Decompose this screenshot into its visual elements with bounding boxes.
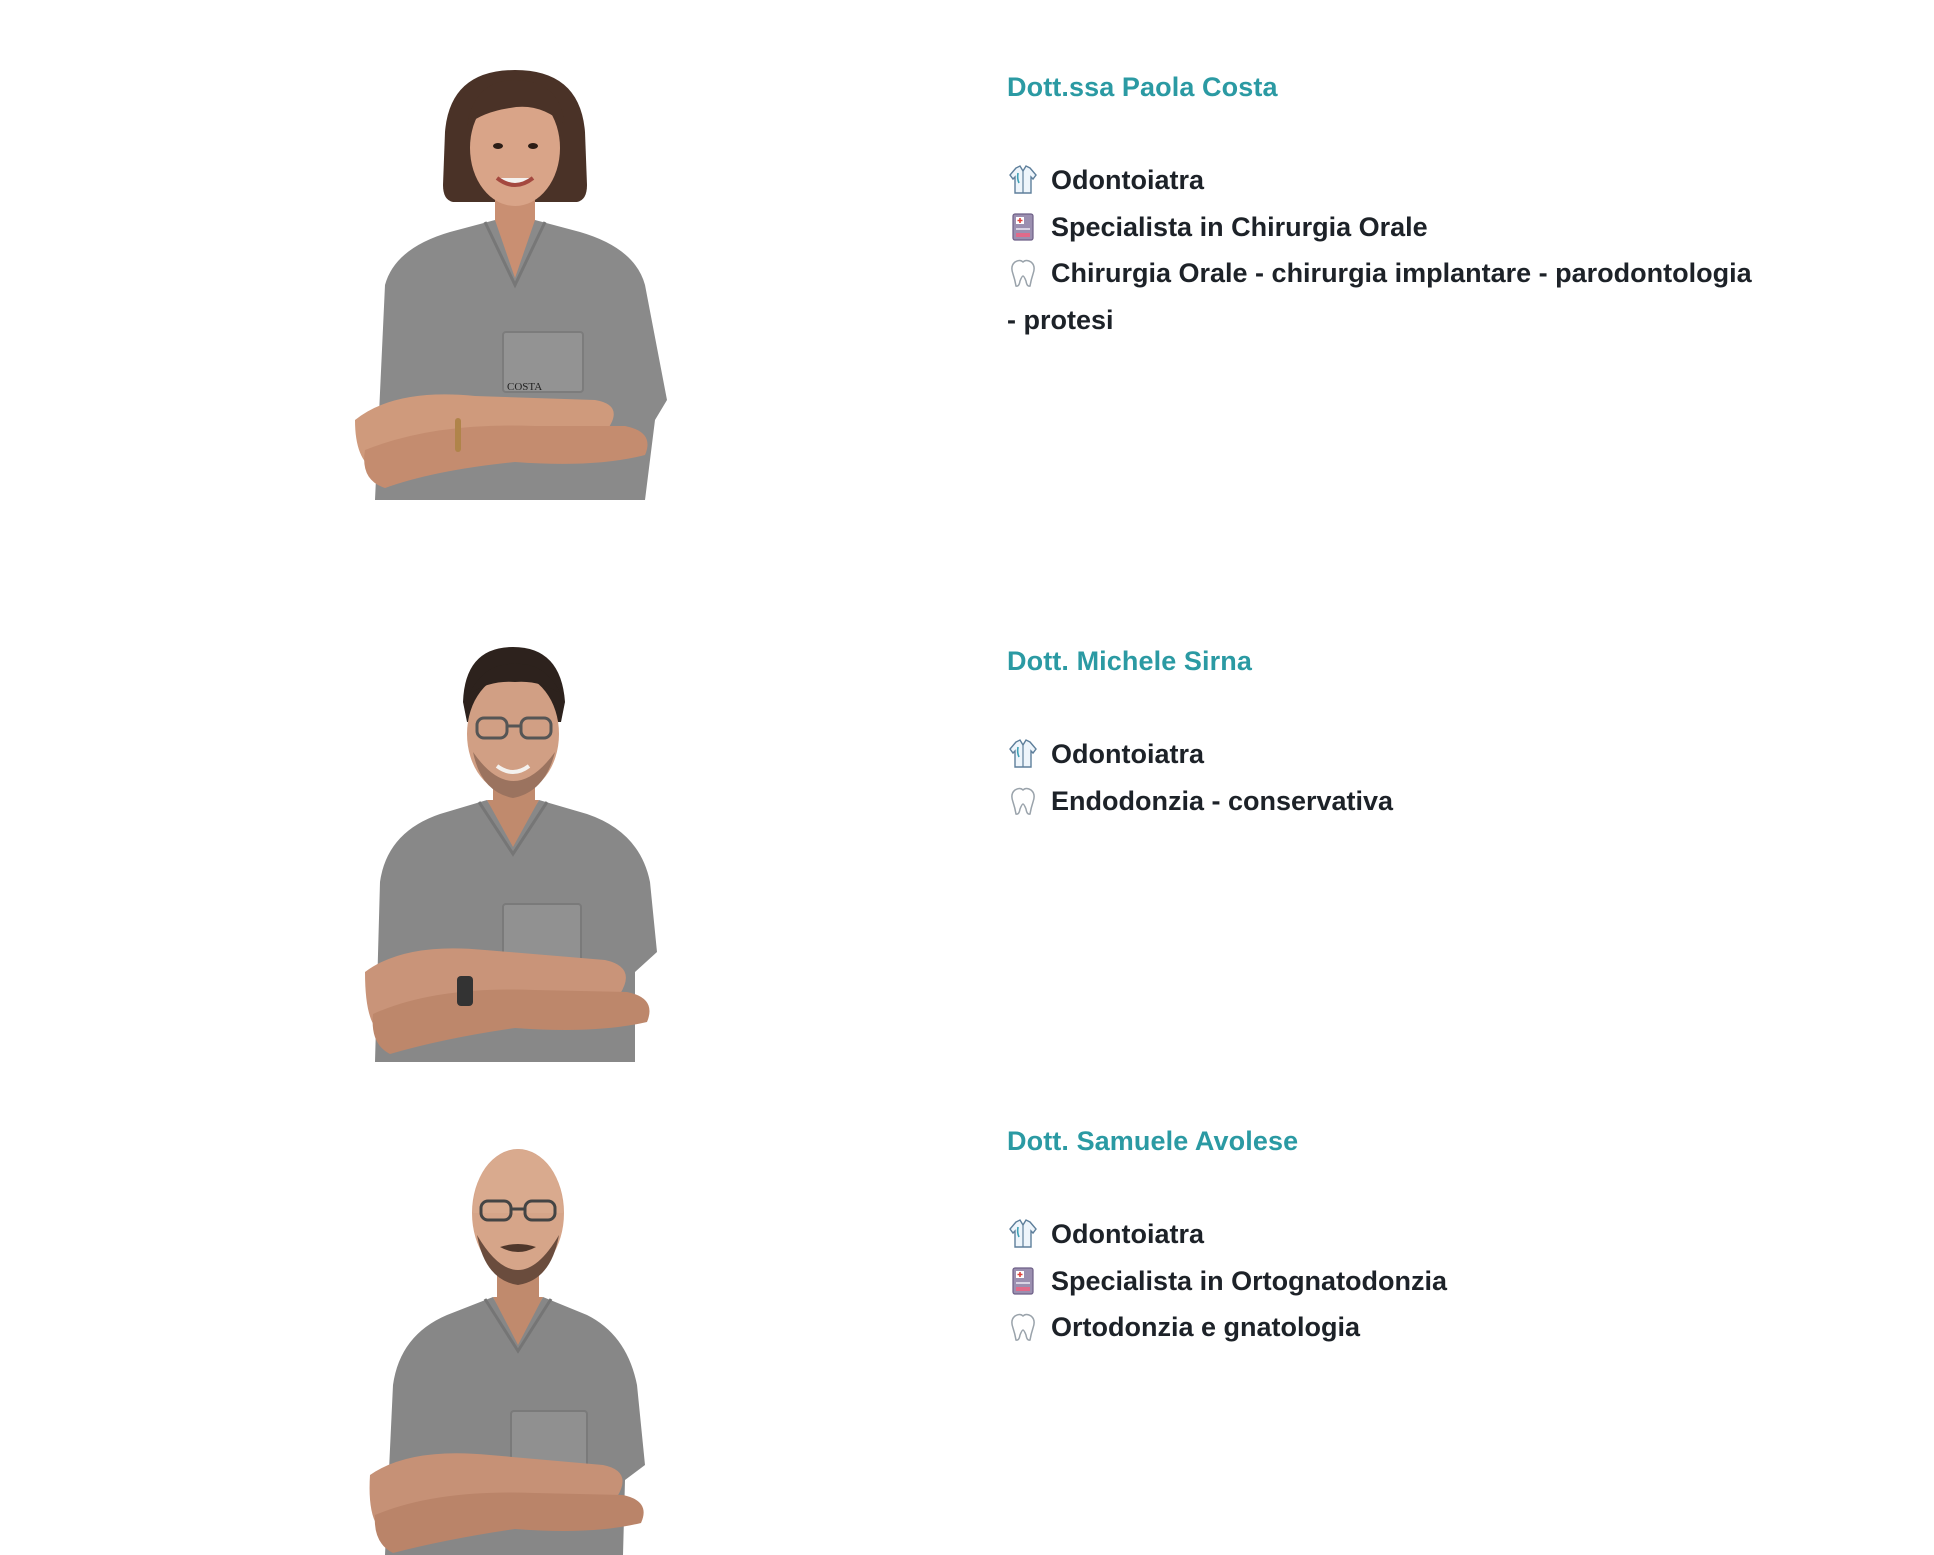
tooth-icon	[1007, 786, 1039, 816]
role-text: Odontoiatra	[1051, 165, 1204, 195]
doctor-photo	[365, 1135, 655, 1555]
doctor-name: Dott. Samuele Avolese	[1007, 1126, 1299, 1156]
doctor-info	[1007, 1124, 1767, 1351]
doctor-info	[1007, 70, 1767, 343]
role-text: Chirurgia Orale - chirurgia implantare - parodontologia - protesi	[1007, 258, 1752, 335]
diploma-icon	[1007, 1266, 1039, 1296]
scrub-logo: COSTA	[507, 381, 543, 393]
doctor-roles	[1007, 157, 1767, 343]
lab-coat-icon	[1007, 165, 1039, 195]
doctor-card	[0, 0, 1934, 560]
role-text: Specialista in Chirurgia Orale	[1051, 211, 1428, 242]
role-text: Specialista in Ortognatodonzia	[1051, 1265, 1448, 1296]
doctor-name: Dott.ssa Paola Costa	[1007, 72, 1278, 102]
lab-coat-icon	[1007, 1219, 1039, 1249]
role-text: Ortodonzia e gnatologia	[1051, 1312, 1360, 1342]
doctor-card	[0, 1100, 1934, 1550]
doctor-roles	[1007, 1211, 1767, 1351]
role-text: Odontoiatra	[1051, 1219, 1204, 1249]
role-item	[1007, 157, 1767, 204]
doctor-roles	[1007, 731, 1767, 824]
doctor-photo	[365, 642, 665, 1062]
role-item	[1007, 1211, 1767, 1258]
role-item	[1007, 1304, 1767, 1351]
role-item	[1007, 731, 1767, 778]
role-text: Endodonzia - conservativa	[1051, 785, 1394, 816]
role-item	[1007, 778, 1767, 825]
role-text: Odontoiatra	[1051, 739, 1204, 769]
role-item	[1007, 250, 1767, 343]
doctor-photo	[355, 70, 675, 500]
tooth-icon	[1007, 1312, 1039, 1342]
role-item	[1007, 1258, 1767, 1305]
role-item	[1007, 204, 1767, 251]
lab-coat-icon	[1007, 739, 1039, 769]
doctor-card	[0, 560, 1934, 1100]
tooth-icon	[1007, 258, 1039, 288]
diploma-icon	[1007, 212, 1039, 242]
doctor-info	[1007, 644, 1767, 824]
doctor-name: Dott. Michele Sirna	[1007, 646, 1252, 676]
